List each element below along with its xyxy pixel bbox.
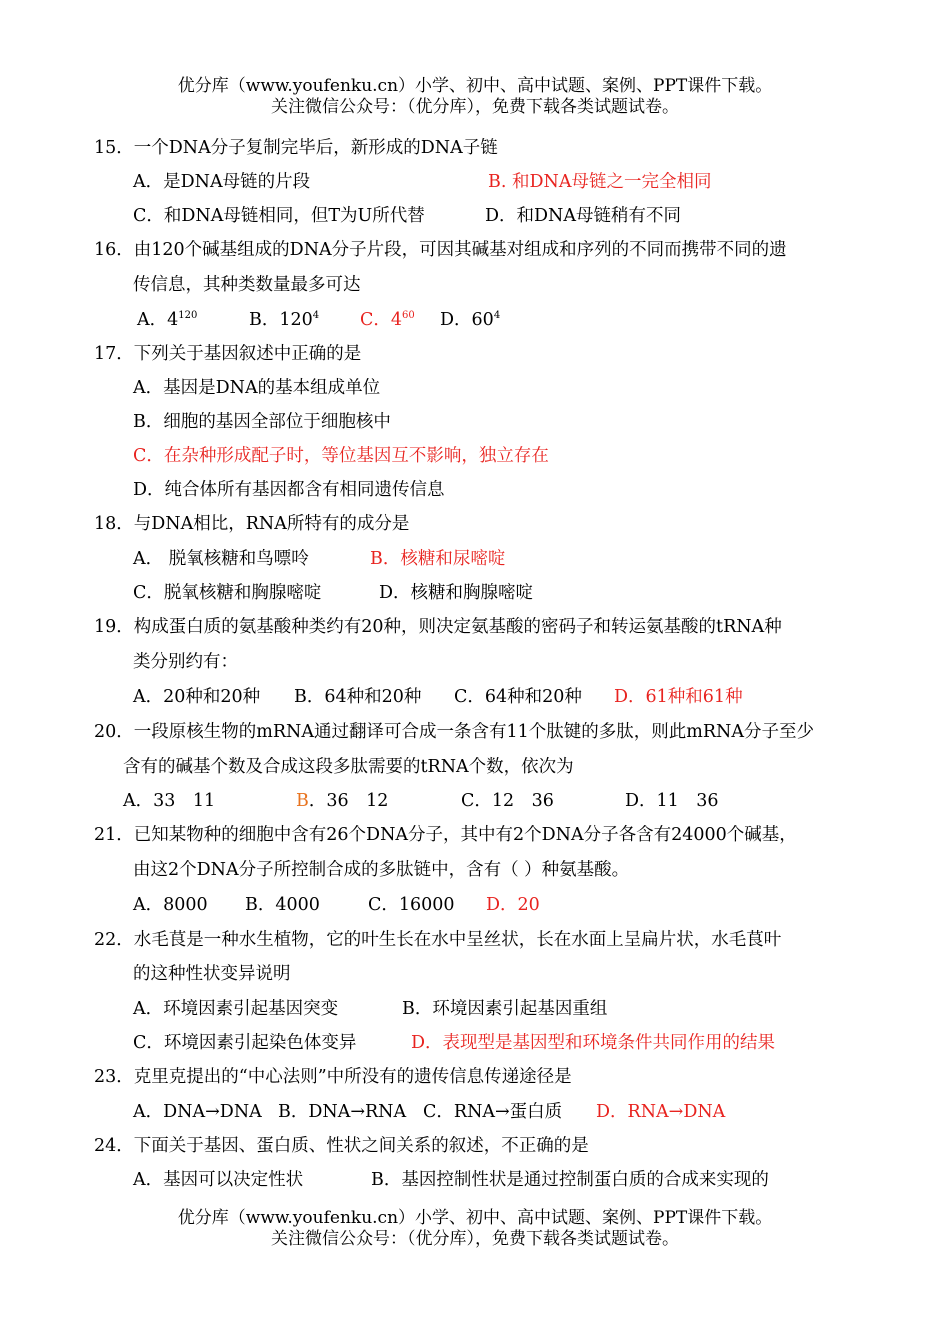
- question-19-option-d: D．61种和61种: [614, 687, 743, 707]
- question-23-option-b: B．DNA→RNA: [278, 1102, 407, 1122]
- question-16-option-c: [360, 308, 415, 332]
- question-20-option-d: D．11 36: [625, 791, 719, 811]
- option-d-base: D．60: [440, 310, 494, 330]
- option-b-base: B．120: [249, 310, 313, 330]
- question-15-option-d: D．和DNA母链稍有不同: [485, 206, 682, 226]
- question-18-option-d: D．核糖和胸腺嘧啶: [379, 583, 534, 603]
- question-19-option-b: B．64种和20种: [294, 687, 422, 707]
- question-19-stem-line-1: 19．构成蛋白质的氨基酸种类约有20种，则决定氨基酸的密码子和转运氨基酸的tRNA种: [94, 617, 782, 637]
- question-15-option-c: C．和DNA母链相同，但T为U所代替: [133, 206, 425, 226]
- question-20-option-c: C．12 36: [461, 791, 554, 811]
- question-16-option-b: [249, 308, 319, 332]
- question-15-option-a: A．是DNA母链的片段: [133, 172, 311, 192]
- question-16-stem-line-1: 16．由120个碱基组成的DNA分子片段，可因其碱基对组成和序列的不同而携带不同的遗: [94, 240, 787, 260]
- question-21-stem-line-2: 由这2个DNA分子所控制合成的多肽链中，含有（ ）种氨基酸。: [133, 860, 630, 880]
- question-22-stem-line-1: 22．水毛茛是一种水生植物，它的叶生长在水中呈丝状，长在水面上呈扁片状，水毛茛叶: [94, 930, 782, 950]
- question-20-stem-line-2: 含有的碱基个数及合成这段多肽需要的tRNA个数，依次为: [123, 757, 574, 777]
- question-19-option-c: C．64种和20种: [454, 687, 582, 707]
- footer-line-1: 优分库（www.youfenku.cn）小学、初中、高中试题、案例、PPT课件下载。: [177, 1208, 773, 1228]
- option-a-exponent: 120: [178, 310, 198, 321]
- question-24-stem: 24．下面关于基因、蛋白质、性状之间关系的叙述，不正确的是: [94, 1136, 589, 1156]
- question-18-option-c: C．脱氧核糖和胸腺嘧啶: [133, 583, 322, 603]
- question-17-stem: 17．下列关于基因叙述中正确的是: [94, 344, 362, 364]
- question-21-option-d: D．20: [486, 895, 540, 915]
- question-16-stem-line-2: 传信息，其种类数量最多可达: [133, 275, 361, 295]
- question-18-option-b: B．核糖和尿嘧啶: [370, 549, 506, 569]
- option-b-letter: B: [296, 791, 309, 811]
- question-16-option-a: [137, 308, 197, 332]
- option-a-base: A．4: [137, 310, 179, 330]
- question-16-option-d: [440, 308, 500, 332]
- question-18-stem: 18．与DNA相比，RNA所特有的成分是: [94, 514, 410, 534]
- header-line-1: 优分库（www.youfenku.cn）小学、初中、高中试题、案例、PPT课件下载。: [177, 76, 773, 96]
- option-b-text: ．36 12: [308, 791, 389, 811]
- question-23-option-a: A．DNA→DNA: [133, 1102, 262, 1122]
- question-21-option-c: C．16000: [368, 895, 455, 915]
- question-19-option-a: A．20种和20种: [133, 687, 261, 707]
- question-17-option-a: A．基因是DNA的基本组成单位: [133, 378, 381, 398]
- option-c-base: C．4: [360, 310, 403, 330]
- option-c-exponent: 60: [402, 310, 415, 321]
- question-21-stem-line-1: 21．已知某物种的细胞中含有26个DNA分子，其中有2个DNA分子各含有24000个碱基，: [94, 825, 797, 845]
- question-24-option-a: A．基因可以决定性状: [133, 1170, 304, 1190]
- option-d-exponent: 4: [493, 310, 501, 321]
- question-24-option-b: B．基因控制性状是通过控制蛋白质的合成来实现的: [371, 1170, 769, 1190]
- question-18-option-a: A． 脱氧核糖和鸟嘌呤: [133, 549, 309, 569]
- question-20-option-b: [296, 789, 388, 813]
- question-22-option-c: C．环境因素引起染色体变异: [133, 1033, 357, 1053]
- question-23-option-c: C．RNA→蛋白质: [423, 1102, 563, 1122]
- question-21-option-a: A．8000: [133, 895, 208, 915]
- question-15-option-b: B. 和DNA母链之一完全相同: [488, 172, 712, 192]
- page-footer: [0, 1208, 950, 1250]
- question-23-stem: 23．克里克提出的“中心法则”中所没有的遗传信息传递途径是: [94, 1067, 572, 1087]
- question-17-option-d: D．纯合体所有基因都含有相同遗传信息: [133, 480, 445, 500]
- footer-line-2: 关注微信公众号：（优分库），免费下载各类试题试卷。: [271, 1229, 679, 1249]
- question-20-option-a: A．33 11: [123, 791, 216, 811]
- page-header: [0, 76, 950, 118]
- option-b-exponent: 4: [312, 310, 320, 321]
- question-21-option-b: B．4000: [245, 895, 320, 915]
- question-17-option-c: C．在杂种形成配子时，等位基因互不影响，独立存在: [133, 446, 549, 466]
- question-22-option-b: B．环境因素引起基因重组: [402, 999, 608, 1019]
- question-19-stem-line-2: 类分别约有：: [133, 652, 238, 672]
- question-23-option-d: D．RNA→DNA: [596, 1102, 726, 1122]
- question-17-option-b: B．细胞的基因全部位于细胞核中: [133, 412, 391, 432]
- question-22-option-d: D．表现型是基因型和环境条件共同作用的结果: [411, 1033, 776, 1053]
- question-20-stem-line-1: 20．一段原核生物的mRNA通过翻译可合成一条含有11个肽键的多肽，则此mRNA分子至少: [94, 722, 814, 742]
- question-22-stem-line-2: 的这种性状变异说明: [133, 964, 291, 984]
- header-line-2: 关注微信公众号：（优分库），免费下载各类试题试卷。: [271, 97, 679, 117]
- question-22-option-a: A．环境因素引起基因突变: [133, 999, 339, 1019]
- question-15-stem: 15．一个DNA分子复制完毕后，新形成的DNA子链: [94, 138, 498, 158]
